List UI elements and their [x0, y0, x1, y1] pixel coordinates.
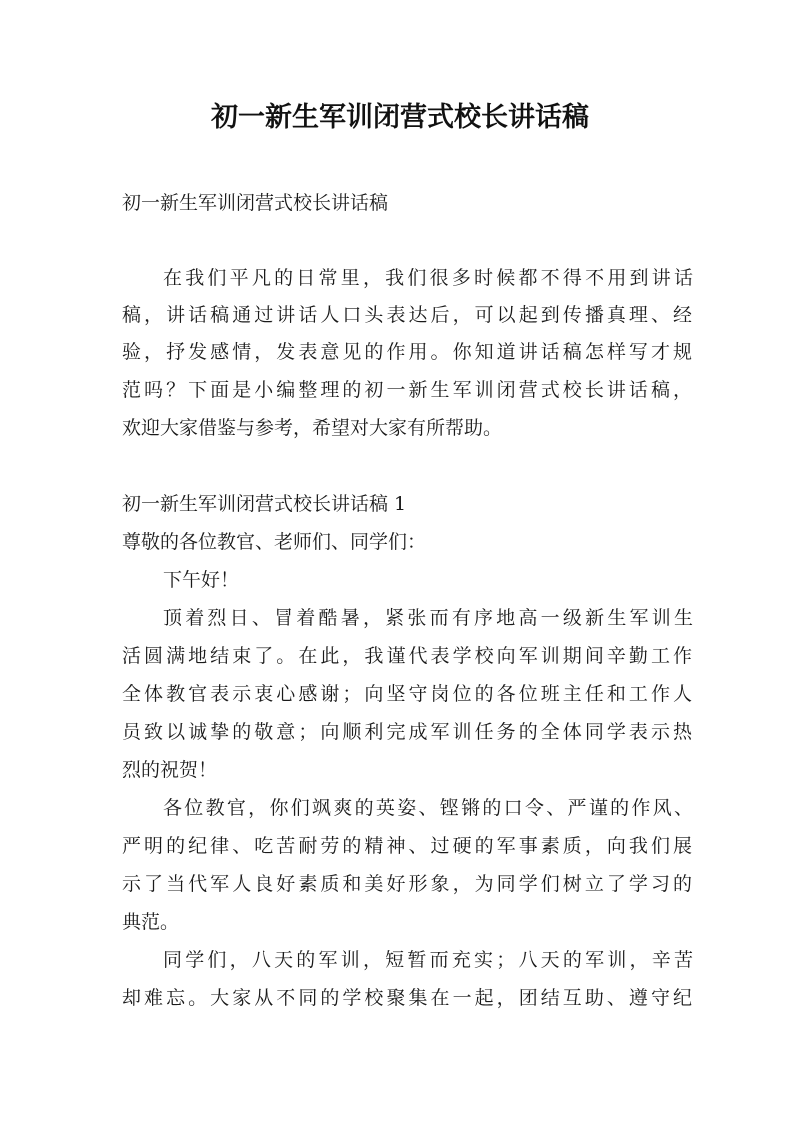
paragraph-line: 典范。 — [122, 911, 180, 933]
intro-line: 欢迎大家借鉴与参考，希望对大家有所帮助。 — [122, 417, 503, 439]
paragraph-line: 各位教官，你们飒爽的英姿、铿锵的口令、严谨的作风、 — [163, 797, 693, 819]
paragraph-line: 示了当代军人良好素质和美好形象，为同学们树立了学习的 — [122, 873, 692, 895]
intro-line: 稿，讲话稿通过讲话人口头表达后，可以起到传播真理、经 — [122, 304, 692, 326]
intro-line: 在我们平凡的日常里，我们很多时候都不得不用到讲话 — [163, 267, 693, 289]
intro-line: 范吗？下面是小编整理的初一新生军训闭营式校长讲话稿， — [122, 379, 692, 401]
paragraph-line: 同学们，八天的军训，短暂而充实；八天的军训，辛苦 — [163, 949, 693, 971]
document-title: 初一新生军训闭营式校长讲话稿 — [211, 102, 589, 133]
section-heading: 初一新生军训闭营式校长讲话稿 1 — [122, 493, 407, 515]
greeting: 下午好！ — [163, 569, 240, 591]
salutation: 尊敬的各位教官、老师们、同学们： — [122, 531, 427, 553]
paragraph-line: 活圆满地结束了。在此，我谨代表学校向军训期间辛勤工作 — [122, 645, 692, 667]
paragraph-line: 烈的祝贺！ — [122, 759, 218, 781]
paragraph-line: 严明的纪律、吃苦耐劳的精神、过硬的军事素质，向我们展 — [122, 835, 692, 857]
intro-line: 验，抒发感情，发表意见的作用。你知道讲话稿怎样写才规 — [122, 341, 692, 363]
document-subtitle: 初一新生军训闭营式校长讲话稿 — [122, 192, 389, 214]
paragraph-line: 却难忘。大家从不同的学校聚集在一起，团结互助、遵守纪 — [122, 987, 692, 1009]
paragraph-line: 员致以诚挚的敬意；向顺利完成军训任务的全体同学表示热 — [122, 721, 692, 743]
paragraph-line: 顶着烈日、冒着酷暑，紧张而有序地高一级新生军训生 — [163, 607, 693, 629]
paragraph-line: 全体教官表示衷心感谢；向坚守岗位的各位班主任和工作人 — [122, 683, 692, 705]
